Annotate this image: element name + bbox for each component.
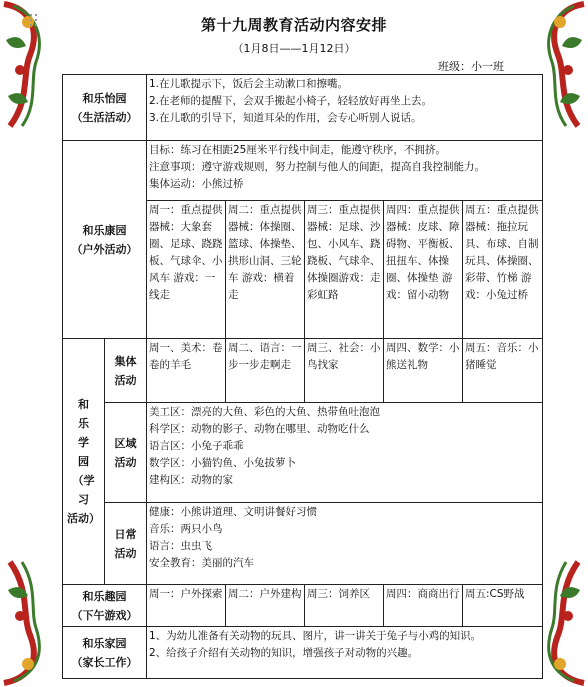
fun-day-fri: 周五:CS野战 (463, 585, 543, 627)
area-activity-label: 区域 活动 (105, 403, 147, 503)
study-header: 和 乐 学 园 （学 习 活动） (63, 339, 105, 585)
area-line: 数学区：小猫钓鱼、小兔拔萝卜 (149, 457, 296, 469)
row-life (63, 75, 543, 141)
home-line: 2、给孩子介绍有关动物的知识，增强孩子对动物的兴趣。 (149, 647, 419, 659)
row-study-group (63, 339, 543, 403)
fun-day-thu: 周四：商商出行 (384, 585, 463, 627)
area-line: 美工区：漂亮的大鱼、彩色的大鱼、热带鱼吐泡泡 (149, 406, 380, 418)
row-study-area (63, 403, 543, 503)
life-line: 3.在儿歌的引导下，知道耳朵的作用，会专心听别人说话。 (149, 112, 422, 124)
life-header: 和乐怡园 （生活活动） (63, 75, 147, 141)
group-day-fri: 周五：音乐：小猪睡觉 (463, 339, 543, 403)
outdoor-day-mon: 周一：重点提供器械：大象套圈、足球、跷跷板、气球伞、小风车 游戏：一线走 (147, 201, 226, 339)
outdoor-header: 和乐康园 （户外活动） (63, 141, 147, 339)
date-range: （1月8日——1月12日） (232, 42, 356, 55)
group-day-wed: 周三、社会：小鸟找家 (305, 339, 384, 403)
class-label: 班级：小一班 (438, 60, 504, 73)
daily-activity-label: 日常 活动 (105, 503, 147, 585)
area-line: 建构区：动物的家 (149, 474, 233, 486)
area-line: 科学区：动物的影子、动物在哪里、动物吃什么 (149, 423, 370, 435)
group-day-tue: 周二、语言：一步一步走啊走 (226, 339, 305, 403)
group-day-thu: 周四、数学：小熊送礼物 (384, 339, 463, 403)
life-content (147, 75, 543, 141)
fun-day-wed: 周三：饲养区 (305, 585, 384, 627)
corner-ornament-bottom-left (0, 560, 62, 687)
home-header: 和乐家园 （家长工作） (63, 627, 147, 679)
activity-table (62, 74, 543, 679)
area-content (147, 403, 543, 503)
outdoor-goals (147, 141, 543, 201)
fun-day-tue: 周二：户外建构 (226, 585, 305, 627)
home-line: 1、为幼儿准备有关动物的玩具、图片，讲一讲关于兔子与小鸡的知识。 (149, 630, 482, 642)
outdoor-day-wed: 周三：重点提供器械：足球、沙包、小风车、跷跷板、气球伞、体操圈游戏：走彩虹路 (305, 201, 384, 339)
outdoor-note: 注意事项：遵守游戏规则，努力控制与他人的间距，提高自我控制能力。 (149, 161, 485, 173)
group-day-mon: 周一、美术：卷卷的羊毛 (147, 339, 226, 403)
area-line: 语言区：小兔子乖乖 (149, 440, 244, 452)
page-title: 第十九周教育活动内容安排 (200, 16, 387, 34)
home-content (147, 627, 543, 679)
daily-content (147, 503, 543, 585)
group-activity-label: 集体 活动 (105, 339, 147, 403)
row-home (63, 627, 543, 679)
fun-header: 和乐趣园 （下午游戏） (63, 585, 147, 627)
outdoor-group: 集体运动：小熊过桥 (149, 178, 244, 190)
row-study-daily (63, 503, 543, 585)
daily-line: 健康：小熊讲道理、文明讲餐好习惯 (149, 506, 317, 518)
daily-line: 音乐：两只小鸟 (149, 523, 223, 535)
outdoor-day-thu: 周四：重点提供器械：皮球、障碍物、平衡板、扭扭车、体操圈、体操垫 游戏：留小动物 (384, 201, 463, 339)
outdoor-goal: 目标：练习在相距25厘米平行线中间走，能遵守秩序，不拥挤。 (149, 144, 446, 156)
life-line: 2.在老师的提醒下，会双手搬起小椅子，轻轻放好再坐上去。 (149, 95, 433, 107)
daily-line: 语言：虫虫飞 (149, 540, 212, 552)
life-line: 1.在儿歌提示下，饭后会主动漱口和擦嘴。 (149, 78, 349, 90)
row-fun (63, 585, 543, 627)
daily-line: 安全教育：美丽的汽车 (149, 557, 254, 569)
outdoor-day-tue: 周二：重点提供器械：体操圈、篮球、体操垫、拱形山洞、三轮车 游戏：横着走 (226, 201, 305, 339)
row-outdoor-goals (63, 141, 543, 201)
fun-day-mon: 周一：户外探索 (147, 585, 226, 627)
outdoor-day-fri: 周五：重点提供器械：拖拉玩具、布球、自制玩具、体操圈、彩带、竹梯 游戏：小兔过桥 (463, 201, 543, 339)
